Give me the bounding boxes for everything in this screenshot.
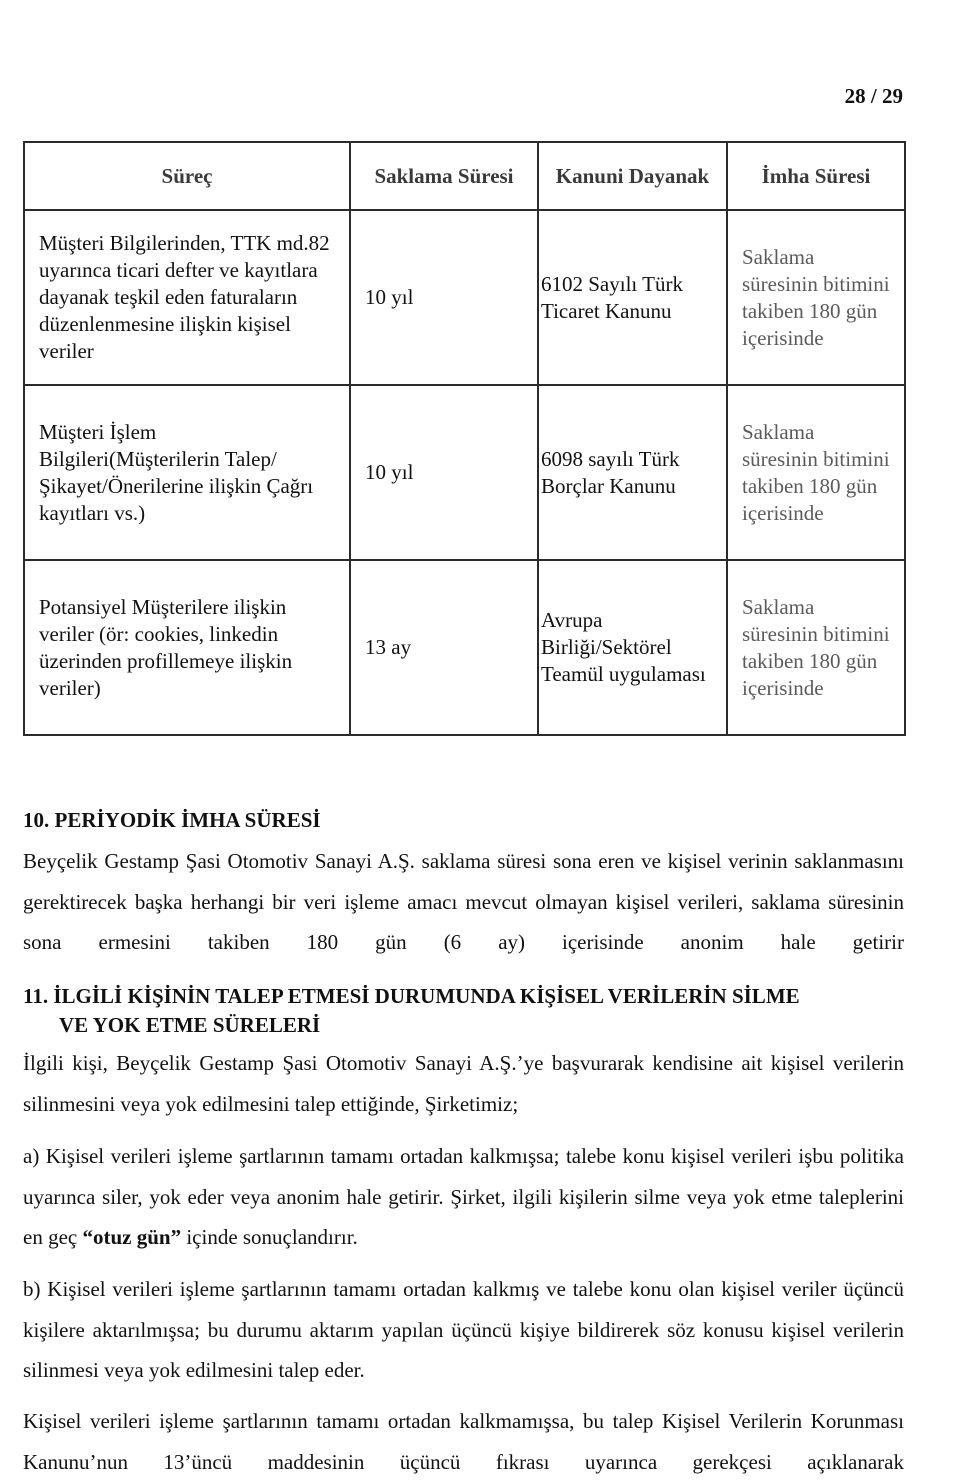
section-11-intro: İlgili kişi, Beyçelik Gestamp Şasi Otomotiv Sanayi A.Ş.’ye başvurarak kendisine ait kişisel verilerin silinmesini veya yok edilmesini talep ettiğinde, Şirketimiz;: [23, 1051, 904, 1116]
cell-retention: 10 yıl: [350, 385, 538, 560]
retention-table: [23, 141, 906, 736]
table-header-row: [24, 142, 905, 210]
table-row: [24, 385, 905, 560]
cell-legal-basis: 6098 sayılı Türk Borçlar Kanunu: [538, 385, 727, 560]
cell-legal-basis: Avrupa Birliği/Sektörel Teamül uygulaması: [538, 560, 727, 735]
table-row: [24, 560, 905, 735]
section-10-title: 10. PERİYODİK İMHA SÜRESİ: [23, 808, 321, 832]
header-destruction: İmha Süresi: [727, 142, 905, 210]
cell-destruction: Saklama süresinin bitimini takiben 180 gün içerisinde: [727, 210, 905, 385]
table-row: [24, 210, 905, 385]
cell-legal-basis: 6102 Sayılı Türk Ticaret Kanunu: [538, 210, 727, 385]
header-retention: Saklama Süresi: [350, 142, 538, 210]
cell-process: Potansiyel Müşterilere ilişkin veriler (ör: cookies, linkedin üzerinden profillemeye ilişkin veriler): [24, 560, 350, 735]
section-11-closing: Kişisel verileri işleme şartlarının tamamı ortadan kalkmamışsa, bu talep Kişisel Verilerin Korunması Kanunu’nun 13’üncü maddesinin üçüncü fıkrası uyarınca gerekçesi açıklanarak: [23, 1409, 904, 1474]
cell-retention: 13 ay: [350, 560, 538, 735]
cell-destruction: Saklama süresinin bitimini takiben 180 gün içerisinde: [727, 385, 905, 560]
item-a-text-end: içinde sonuçlandırır.: [181, 1225, 358, 1249]
section-11-item-a: [23, 1136, 904, 1258]
section-11-title: [23, 982, 800, 1040]
section-11-title-line2: VE YOK ETME SÜRELERİ: [59, 1013, 321, 1037]
section-11-title-line1: 11. İLGİLİ KİŞİNİN TALEP ETMESİ DURUMUNDA KİŞİSEL VERİLERİN SİLME: [23, 984, 800, 1008]
header-process: Süreç: [24, 142, 350, 210]
item-a-emphasis: “otuz gün”: [82, 1225, 182, 1249]
cell-retention: 10 yıl: [350, 210, 538, 385]
item-a-text: a) Kişisel verileri işleme şartlarının tamamı ortadan kalkmışsa; talebe konu kişisel verileri işbu politika uyarınca siler, yok eder veya anonim hale getirir. Şirket, ilgili kişilerin silme veya yok etme taleplerini en geç: [23, 1144, 904, 1249]
section-10-text: Beyçelik Gestamp Şasi Otomotiv Sanayi A.Ş. saklama süresi sona eren ve kişisel verinin saklanmasını gerektirecek başka herhangi bir veri işleme amacı mevcut olmayan kişisel verileri, saklama süresinin sona ermesini takiben 180 gün (6 ay) içerisinde anonim hale getirir: [23, 849, 904, 954]
section-11-item-b: b) Kişisel verileri işleme şartlarının tamamı ortadan kalkmış ve talebe konu olan kişisel veriler üçüncü kişilere aktarılmışsa; bu durumu aktarım yapılan üçüncü kişiye bildirerek söz konusu kişisel verilerin silinmesi veya yok edilmesini talep eder.: [23, 1277, 904, 1382]
header-legal-basis: Kanuni Dayanak: [538, 142, 727, 210]
cell-process: Müşteri İşlem Bilgileri(Müşterilerin Talep/Şikayet/Önerilerine ilişkin Çağrı kayıtları vs.): [24, 385, 350, 560]
page-number: 28 / 29: [844, 84, 903, 108]
cell-process: Müşteri Bilgilerinden, TTK md.82 uyarınca ticari defter ve kayıtlara dayanak teşkil eden faturaların düzenlenmesine ilişkin kişisel veriler: [24, 210, 350, 385]
cell-destruction: Saklama süresinin bitimini takiben 180 gün içerisinde: [727, 560, 905, 735]
